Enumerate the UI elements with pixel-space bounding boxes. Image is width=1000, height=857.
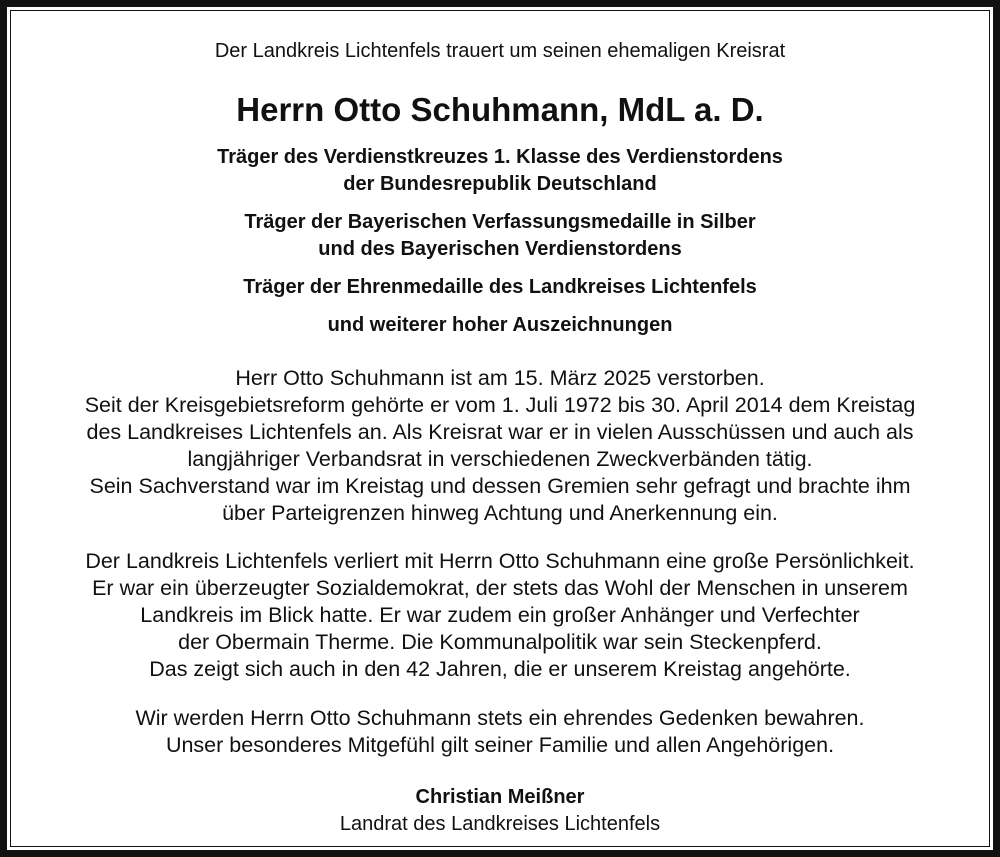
paragraph-line: langjähriger Verbandsrat in verschiedenen Zweckverbänden tätig. <box>187 447 813 471</box>
paragraph-line: Der Landkreis Lichtenfels verliert mit Herrn Otto Schuhmann eine große Persönlichkeit. <box>85 549 915 573</box>
paragraph-line: über Parteigrenzen hinweg Achtung und Anerkennung ein. <box>222 501 778 525</box>
honor-line: Träger des Verdienstkreuzes 1. Klasse des Verdienstordens <box>217 146 783 168</box>
paragraph-line: Er war ein überzeugter Sozialdemokrat, der stets das Wohl der Menschen in unserem <box>92 576 908 600</box>
paragraph-line: Landkreis im Blick hatte. Er war zudem ein großer Anhänger und Verfechter <box>140 603 860 627</box>
paragraph-line: Herr Otto Schuhmann ist am 15. März 2025 verstorben. <box>235 366 765 390</box>
paragraph-line: Sein Sachverstand war im Kreistag und dessen Gremien sehr gefragt und brachte ihm <box>89 474 911 498</box>
signature-name: Christian Meißner <box>415 786 585 808</box>
paragraph-line: Unser besonderes Mitgefühl gilt seiner Familie und allen Angehörigen. <box>165 733 835 757</box>
honor-line: Träger der Bayerischen Verfassungsmedaille in Silber <box>244 211 756 233</box>
intro-line: Der Landkreis Lichtenfels trauert um seinen ehemaligen Kreisrat <box>214 40 786 62</box>
signature-title: Landrat des Landkreises Lichtenfels <box>339 813 661 835</box>
paragraph-line: Wir werden Herrn Otto Schuhmann stets ein ehrendes Gedenken bewahren. <box>135 706 865 730</box>
paragraph-line: des Landkreises Lichtenfels an. Als Kreisrat war er in vielen Ausschüssen und auch als <box>86 420 914 444</box>
honor-line: der Bundesrepublik Deutschland <box>343 173 657 195</box>
honor-line: und weiterer hoher Auszeichnungen <box>327 314 673 336</box>
honor-line: und des Bayerischen Verdienstordens <box>318 238 682 260</box>
paragraph-line: Das zeigt sich auch in den 42 Jahren, die er unserem Kreistag angehörte. <box>149 657 851 681</box>
honor-line: Träger der Ehrenmedaille des Landkreises Lichtenfels <box>243 276 757 298</box>
paragraph-line: Seit der Kreisgebietsreform gehörte er vom 1. Juli 1972 bis 30. April 2014 dem Kreistag <box>84 393 916 417</box>
deceased-name: Herrn Otto Schuhmann, MdL a. D. <box>236 91 764 128</box>
paragraph-line: der Obermain Therme. Die Kommunalpolitik war sein Steckenpferd. <box>178 630 822 654</box>
